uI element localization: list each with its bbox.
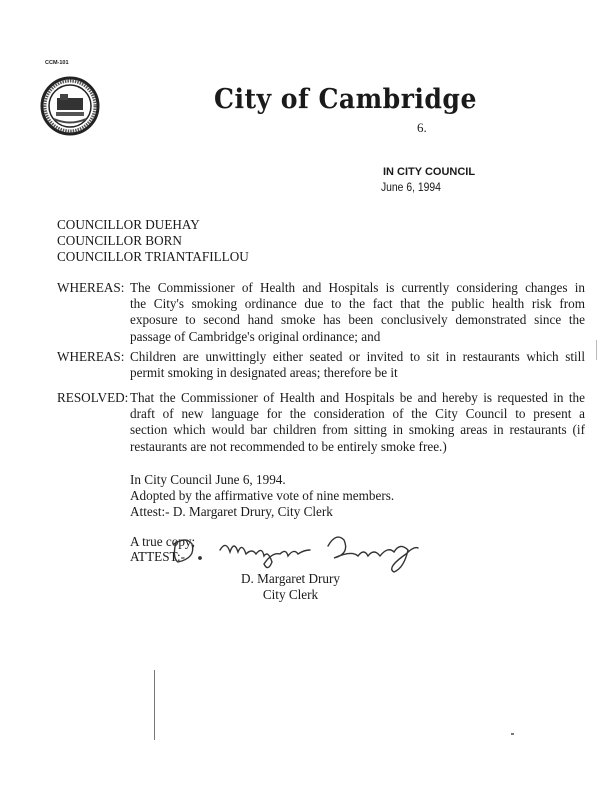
agenda-item-number: 6. (417, 120, 427, 135)
letterhead-title: City of Cambridge (214, 84, 477, 115)
paragraph-line: draft of new language for the consideration of the City Council to present a (130, 406, 585, 422)
city-seal-icon (40, 76, 100, 136)
council-date: June 6, 1994 (381, 182, 441, 194)
signer-name: D. Margaret Drury (241, 571, 340, 586)
scan-artifact (154, 670, 155, 740)
true-copy-label: A true copy; (130, 534, 196, 549)
signer-title: City Clerk (262, 587, 319, 602)
paragraph-line: The Commissioner of Health and Hospitals is currently considering changes in (130, 280, 585, 295)
sponsor-list (57, 217, 249, 265)
form-code: CCM-101 (45, 60, 69, 66)
paragraph-label: RESOLVED: (57, 390, 129, 405)
paragraph-line: section which would bar children from sitting in smoking areas in restaurants (if (130, 422, 585, 438)
scan-artifact (596, 340, 597, 360)
council-stamp: IN CITY COUNCIL (383, 166, 476, 178)
adoption-line: Adopted by the affirmative vote of nine members. (130, 488, 395, 503)
sponsor: COUNCILLOR TRIANTAFILLOU (57, 249, 249, 264)
paragraph-line: permit smoking in designated areas; therefore be it (130, 365, 398, 381)
paragraph-label: WHEREAS: (57, 280, 125, 295)
paragraph-line: exposure to second hand smoke has been conclusively demonstrated since the (130, 312, 585, 328)
adoption-line: Attest:- D. Margaret Drury, City Clerk (130, 504, 333, 519)
signer-block (241, 571, 340, 603)
adoption-line: In City Council June 6, 1994. (130, 472, 286, 487)
paragraph-line: Children are unwittingly either seated or invited to sit in restaurants which still (130, 349, 585, 364)
adoption-block (130, 472, 394, 520)
paragraph-line: the City's smoking ordinance due to the fact that the public health risk from (130, 296, 585, 312)
attest-label: ATTEST:- (130, 549, 186, 564)
paragraph-line: restaurants are not recommended to be entirely smoke free.) (130, 438, 447, 454)
paragraph-line: passage of Cambridge's original ordinance; and (130, 328, 381, 344)
paragraph-line: That the Commissioner of Health and Hospitals be and hereby is requested in the (130, 390, 585, 405)
scan-artifact (511, 733, 514, 735)
sponsor: COUNCILLOR BORN (57, 233, 182, 248)
sponsor: COUNCILLOR DUEHAY (57, 217, 200, 232)
paragraph-label: WHEREAS: (57, 349, 125, 364)
